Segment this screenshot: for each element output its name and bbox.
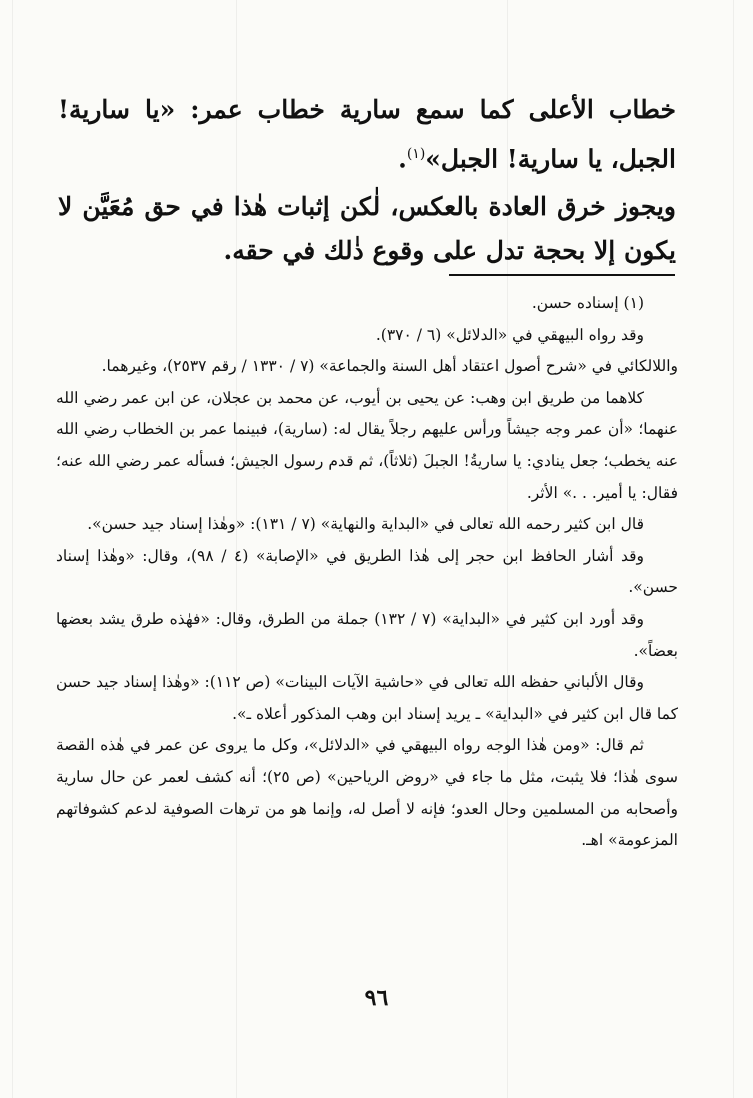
footnote-paragraph: وقد أشار الحافظ ابن حجر إلى هٰذا الطريق في «الإصابة» (٤ / ٩٨)، وقال: «وهٰذا إسناد حسن».: [56, 546, 678, 597]
footnote-paragraph: وقد أورد ابن كثير في «البداية» (٧ / ١٣٢) جملة من الطرق، وقال: «فهٰذه طرق يشد بعضها بعضاً».: [56, 609, 678, 660]
footnote-paragraph: كلاهما من طريق ابن وهب: عن يحيى بن أيوب، عن محمد بن عجلان، عن ابن عمر رضي الله عنهما؛ «أن عمر وجه جيشاً ورأس عليهم رجلاً يقال له: (سارية)، فبينما عمر بن الخطاب رضي الله عنه يخطب؛ جعل ينادي: يا ساريةُ! الجبلَ (ثلاثاً)، ثم قدم رسول الجيش؛ فسأله عمر رضي الله عنه؛ فقال: يا أمير. . .» الأثر.: [56, 388, 678, 502]
main-paragraph-1-text: خطاب الأعلى كما سمع سارية خطاب عمر: «يا سارية! الجبل، يا سارية! الجبل»: [58, 95, 676, 174]
footnote-paragraph: ثم قال: «ومن هٰذا الوجه رواه البيهقي في «الدلائل»، وكل ما يروى عن عمر في هٰذه القصة سوى هٰذا؛ فلا يثبت، مثل ما جاء في «روض الرياحين» (ص ٢٥)؛ أنه كشف لعمر عن حال سارية وأصحابه من المسلمين وحال العدو؛ فإنه لا أصل له، وإنما هو من ترهات الصوفية لدعم كشوفاتهم المزعومة» اهـ.: [56, 736, 678, 850]
footnotes: [56, 288, 678, 857]
footnote-reference: (١): [406, 146, 426, 162]
footnote-separator: [449, 274, 675, 276]
footnote-paragraph: قال ابن كثير رحمه الله تعالى في «البداية والنهاية» (٧ / ١٣١): «وهٰذا إسناد جيد حسن».: [87, 515, 644, 534]
footnote-paragraph: وقد رواه البيهقي في «الدلائل» (٦ / ٣٧٠).: [375, 325, 644, 344]
footnote-paragraph: واللالكائي في «شرح أصول اعتقاد أهل السنة والجماعة» (٧ / ١٣٣٠ / رقم ٢٥٣٧)، وغيرهما.: [101, 357, 678, 376]
scan-line: [12, 0, 13, 1098]
main-paragraph: [58, 88, 676, 181]
main-text: [58, 88, 676, 273]
scan-line: [733, 0, 734, 1098]
footnote-paragraph: وقال الألباني حفظه الله تعالى في «حاشية الآيات البينات» (ص ١١٢): «وهٰذا إسناد جيد حسن كما قال ابن كثير في «البداية» ـ يريد إسناد ابن وهب المذكور أعلاه ـ».: [56, 673, 678, 723]
main-paragraph: ويجوز خرق العادة بالعكس، لٰكن إثبات هٰذا في حق مُعَيَّن لا يكون إلا بحجة تدل على وقوع ذٰلك في حقه.: [58, 192, 676, 266]
main-paragraph-1-end: .: [398, 144, 407, 174]
page-number: ٩٦: [364, 985, 389, 1011]
footnote-paragraph: (١) إسناده حسن.: [531, 294, 644, 312]
